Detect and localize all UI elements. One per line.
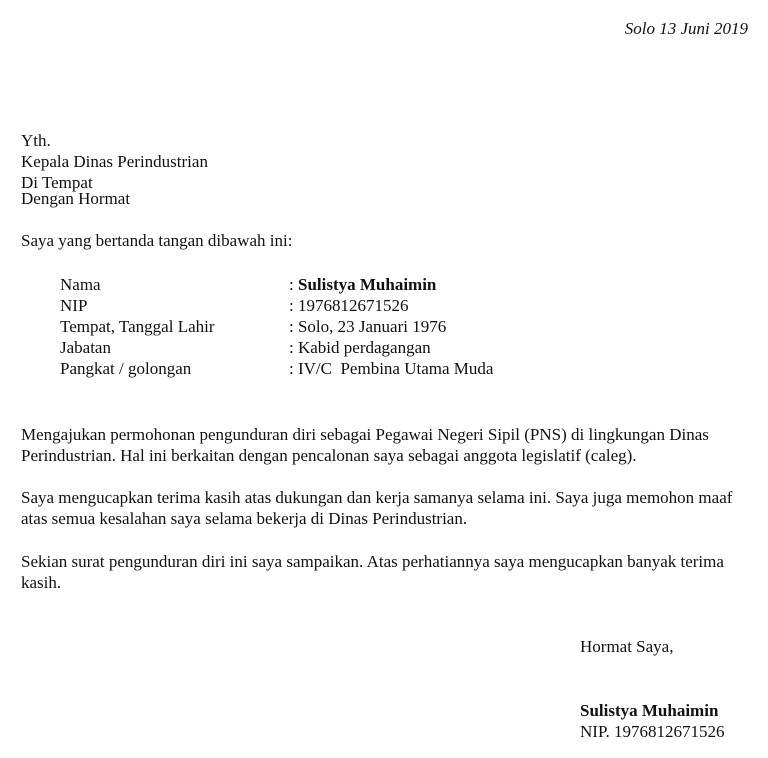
identity-label: Jabatan (60, 338, 111, 357)
identity-label: Tempat, Tanggal Lahir (60, 317, 215, 336)
identity-value (289, 274, 436, 295)
identity-label: NIP (60, 296, 88, 315)
identity-value: : IV/C Pembina Utama Muda (289, 359, 494, 378)
identity-label: Pangkat / golongan (60, 359, 192, 378)
greeting: Dengan Hormat (21, 189, 131, 208)
identity-colon: : (289, 275, 298, 294)
identity-name-value: Sulistya Muhaimin (297, 275, 437, 294)
identity-value: : 1976812671526 (289, 296, 409, 315)
body-paragraph-resignation: Mengajukan permohonan pengunduran diri sebagai Pegawai Negeri Sipil (PNS) di lingkungan Dinas Perindustrian. Hal ini berkaitan dengan pencalonan saya sebagai anggota legislatif (caleg). (21, 425, 709, 465)
letter-date: Solo 13 Juni 2019 (624, 19, 748, 38)
closing-phrase: Hormat Saya, (580, 637, 674, 656)
identity-value: : Kabid perdagangan (289, 338, 431, 357)
identity-value: : Solo, 23 Januari 1976 (289, 317, 447, 336)
recipient-salutation: Yth. (21, 131, 51, 150)
signatory-nip: NIP. 1976812671526 (580, 722, 725, 741)
identity-row-name (60, 274, 493, 295)
identity-row-nip (60, 295, 493, 316)
intro-line: Saya yang bertanda tangan dibawah ini: (21, 231, 293, 250)
identity-row-position (60, 337, 493, 358)
recipient-block (21, 130, 208, 193)
signatory-name: Sulistya Muhaimin (580, 701, 719, 720)
body-paragraph-thanks: Saya mengucapkan terima kasih atas dukungan dan kerja samanya selama ini. Saya juga memohon maaf atas semua kesalahan saya selama bekerja di Dinas Perindustrian. (21, 488, 733, 528)
identity-row-birth (60, 316, 493, 337)
identity-label: Nama (60, 275, 101, 294)
recipient-location: Di Tempat (21, 173, 93, 192)
body-paragraph-closing: Sekian surat pengunduran diri ini saya sampaikan. Atas perhatiannya saya mengucapkan banyak terima kasih. (21, 552, 724, 592)
identity-table (60, 274, 493, 379)
recipient-title: Kepala Dinas Perindustrian (21, 152, 208, 171)
identity-row-rank (60, 358, 493, 379)
